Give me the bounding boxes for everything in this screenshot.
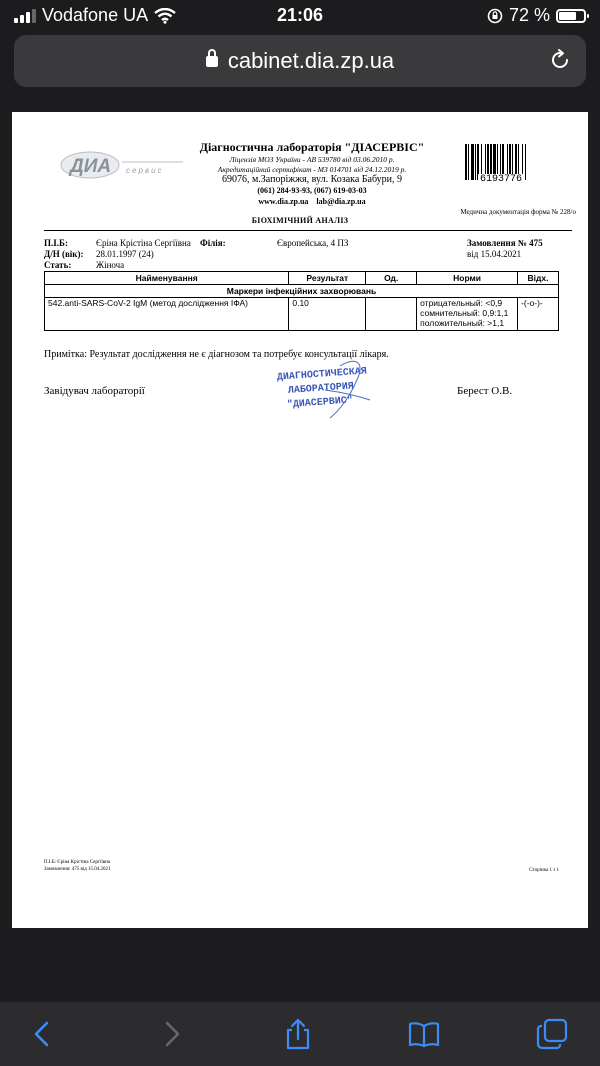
sex-label: Стать: — [44, 260, 72, 270]
col-header-result: Результат — [289, 272, 366, 285]
pib-value: Єріна Крістіна Сергіївна — [96, 238, 191, 248]
reload-icon[interactable] — [548, 48, 572, 72]
stamp-line-1: ДИАГНОСТИЧЕСКАЯ — [276, 366, 368, 384]
order-date: від 15.04.2021 — [467, 249, 522, 259]
order-label: Замовлення № 475 — [467, 238, 543, 248]
col-header-name: Найменування — [45, 272, 289, 285]
clock: 21:06 — [276, 5, 324, 25]
address-line: 69076, м.Запоріжжя, вул. Козака Бабури, 9 — [221, 174, 403, 185]
orientation-lock-icon — [487, 8, 503, 24]
logo-sub: сервис — [126, 166, 164, 175]
head-of-lab-name: Берест О.В. — [457, 385, 513, 397]
footer-pib: П.І.Б: Єріна Крістіна Сергіївна — [44, 860, 110, 865]
document-page — [12, 112, 588, 928]
website[interactable]: www.dia.zp.ua — [258, 197, 309, 206]
stamp-line-2: ЛАБОРАТОРИЯ — [287, 381, 355, 397]
chevron-right-icon[interactable] — [156, 1018, 188, 1050]
norm-positive: положительный: >1,1 — [420, 318, 505, 328]
accreditation-line: Акредитаційний сертифікат - МЗ 014701 від 24.12.2019 р. — [217, 165, 407, 174]
browser-toolbar — [0, 1002, 600, 1066]
pib-label: П.І.Б: — [44, 238, 68, 248]
chevron-left-icon[interactable] — [26, 1018, 58, 1050]
sex-value: Жіноча — [96, 260, 125, 270]
col-header-norms: Норми — [417, 272, 518, 285]
test-deviation: -(-о-)- — [518, 298, 559, 331]
url-display[interactable] — [14, 48, 586, 74]
lock-icon — [206, 56, 218, 67]
stamp-line-3: "ДИАСЕРВИС" — [286, 395, 354, 412]
dob-value: 28.01.1997 (24) — [96, 249, 154, 259]
email[interactable]: lab@dia.zp.ua — [316, 197, 366, 206]
lab-name: Діагностична лабораторія "ДІАСЕРВІС" — [199, 140, 425, 154]
battery-percent: 72 % — [508, 5, 550, 25]
footer-page: Сторінка 1 з 1 — [529, 868, 559, 873]
contacts-line — [177, 197, 447, 206]
book-icon[interactable] — [408, 1018, 440, 1050]
table-row — [45, 298, 559, 331]
branch-value: Європейська, 4 ПЗ — [277, 238, 349, 248]
col-header-deviation: Відх. — [518, 272, 559, 285]
share-icon[interactable] — [282, 1018, 314, 1050]
status-bar — [0, 0, 600, 32]
section-title: Маркери інфекційних захворювань — [45, 285, 559, 298]
lab-stamp — [270, 360, 390, 422]
test-norms — [417, 298, 518, 331]
norm-doubtful: сомнительный: 0,9:1,1 — [420, 308, 509, 318]
section-row — [45, 285, 559, 298]
address-bar[interactable] — [14, 35, 586, 87]
branch-label: Філія: — [200, 238, 226, 248]
norm-negative: отрицательный: <0,9 — [420, 298, 503, 308]
results-table — [44, 271, 559, 331]
logo-text: ДИА — [70, 156, 112, 177]
status-right — [487, 5, 586, 26]
url-text: cabinet.dia.zp.ua — [227, 48, 395, 73]
table-header-row — [45, 272, 559, 285]
test-result: 0.10 — [289, 298, 366, 331]
med-form-label: Медична документація форма № 228/о — [460, 208, 576, 216]
footer-order: Замовлення: 475 від 15.04.2021 — [44, 867, 111, 872]
test-unit — [366, 298, 417, 331]
col-header-unit: Од. — [366, 272, 417, 285]
dia-logo — [60, 149, 185, 179]
analysis-title: БІОХІМІЧНИЙ АНАЛІЗ — [251, 216, 349, 225]
note-text: Примітка: Результат дослідження не є діагнозом та потребує консультації лікаря. — [44, 349, 389, 360]
license-line: Ліцензія МОЗ України - АВ 539780 від 03.06.2010 р. — [229, 155, 395, 164]
order-number: 475 — [529, 238, 543, 248]
divider — [44, 230, 572, 231]
battery-icon — [556, 9, 586, 23]
dob-label: Д/Н (вік): — [44, 249, 84, 259]
phones-line: (061) 284-93-93, (067) 619-03-03 — [257, 186, 367, 195]
barcode-number: 6193776 — [480, 174, 523, 185]
tabs-icon[interactable] — [536, 1018, 568, 1050]
carrier-name: Vodafone UA — [42, 5, 149, 25]
head-of-lab-label: Завідувач лабораторії — [44, 385, 145, 397]
test-name: 542.anti-SARS-CoV-2 IgM (метод дослідження ІФА) — [45, 298, 289, 331]
